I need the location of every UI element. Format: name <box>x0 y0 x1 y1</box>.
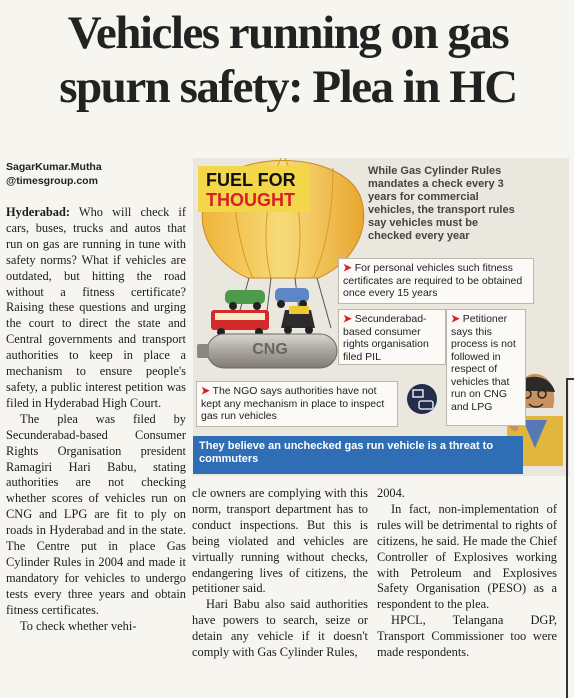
note-petitioner-says <box>446 309 526 426</box>
paragraph-7: In fact, non-implementation of rules will be detrimental to rights of citizens, he said. He made the Chief Controller of Explosives working with Petroleum and Explosives Safety Organisation (PESO) as a respondent to the plea. <box>377 501 557 612</box>
note-commercial-check <box>368 165 518 243</box>
headline-line-2: spurn safety: Plea in HC <box>59 61 517 113</box>
note-pil-filed <box>338 309 446 365</box>
paragraph-8: HPCL, Telangana DGP, Transport Commissioner too were made respondents. <box>377 613 557 660</box>
graphic-title <box>198 166 310 212</box>
note-1-text: While Gas Cylinder Rules mandates a check every 3 years for commercial vehicles, the transport rules say vehicles must be checked every year <box>368 165 515 242</box>
lead-paragraph <box>6 205 186 412</box>
byline <box>6 160 186 188</box>
paragraph-6: 2004. <box>377 486 405 500</box>
article-column-2 <box>192 486 368 661</box>
paragraph-5: Hari Babu also said authorities have powers to search, seize or detain any vehicle if it doesn't comply with Gas Cylinder Rules, <box>192 597 368 660</box>
lead-text: Who will check if cars, buses, trucks and autos that run on gas are running in tune with safety norms? What if vehicles are outdated, but hitting the road without a fitness certificate? Raising these questions and urging the court to direct the state and Central governments and transport authorities to keep in place a mechanism to ensure people's safety, a public interest petition was filed in Hyderabad High Court. <box>6 205 186 410</box>
byline-email: @timesgroup.com <box>6 175 98 187</box>
headline <box>10 6 566 114</box>
graphic-title-line-1: FUEL FOR <box>206 170 296 190</box>
arrow-icon: ➤ <box>451 313 460 325</box>
note-2-text: For personal vehicles such fitness certificates are required to be obtained once every 15 years <box>343 262 523 299</box>
headline-line-1: Vehicles running on gas <box>67 7 509 59</box>
graphic-title-line-2: THOUGHT <box>206 190 295 210</box>
divider-rule-vertical <box>566 378 568 698</box>
arrow-icon: ➤ <box>343 313 352 325</box>
note-3-text: Secunderabad-based consumer rights organisation filed PIL <box>343 313 429 363</box>
graphic-banner: They believe an unchecked gas run vehicle is a threat to commuters <box>193 436 523 474</box>
paragraph-3: To check whether vehi- <box>20 618 137 633</box>
cylinder-label: CNG <box>252 341 288 358</box>
arrow-icon: ➤ <box>343 262 352 274</box>
article-column-1 <box>6 205 186 634</box>
byline-name: SagarKumar.Mutha <box>6 161 102 173</box>
note-ngo-says <box>196 381 398 427</box>
paragraph-4: cle owners are complying with this norm, transport department has to conduct inspections. But this is being violated and vehicles are virtually running without checks, endangering lives of citizens, the petitioner said. <box>192 486 368 596</box>
paragraph-2: The plea was filed by Secunderabad-based Consumer Rights Organisation president Ramagiri Hari Babu, stating authorities are not checking whether scores of vehicles run on CNG and LPG are fit to ply on roads in Hyderabad and in the state. The Centre put in place Gas Cylinder Rules in 2004 and made it mandatory for vehicles to undergo tests every three years and obtain fitness certificates. <box>6 411 186 617</box>
note-4-text: Petitioner says this process is not followed in respect of vehicles that run on CNG and LPG <box>451 313 516 413</box>
article-column-3 <box>377 486 557 661</box>
note-5-text: The NGO says authorities have not kept any mechanism in place to inspect gas run vehicles <box>201 385 385 422</box>
dateline: Hyderabad: <box>6 205 71 219</box>
arrow-icon: ➤ <box>201 385 210 397</box>
note-personal-vehicles <box>338 258 534 304</box>
